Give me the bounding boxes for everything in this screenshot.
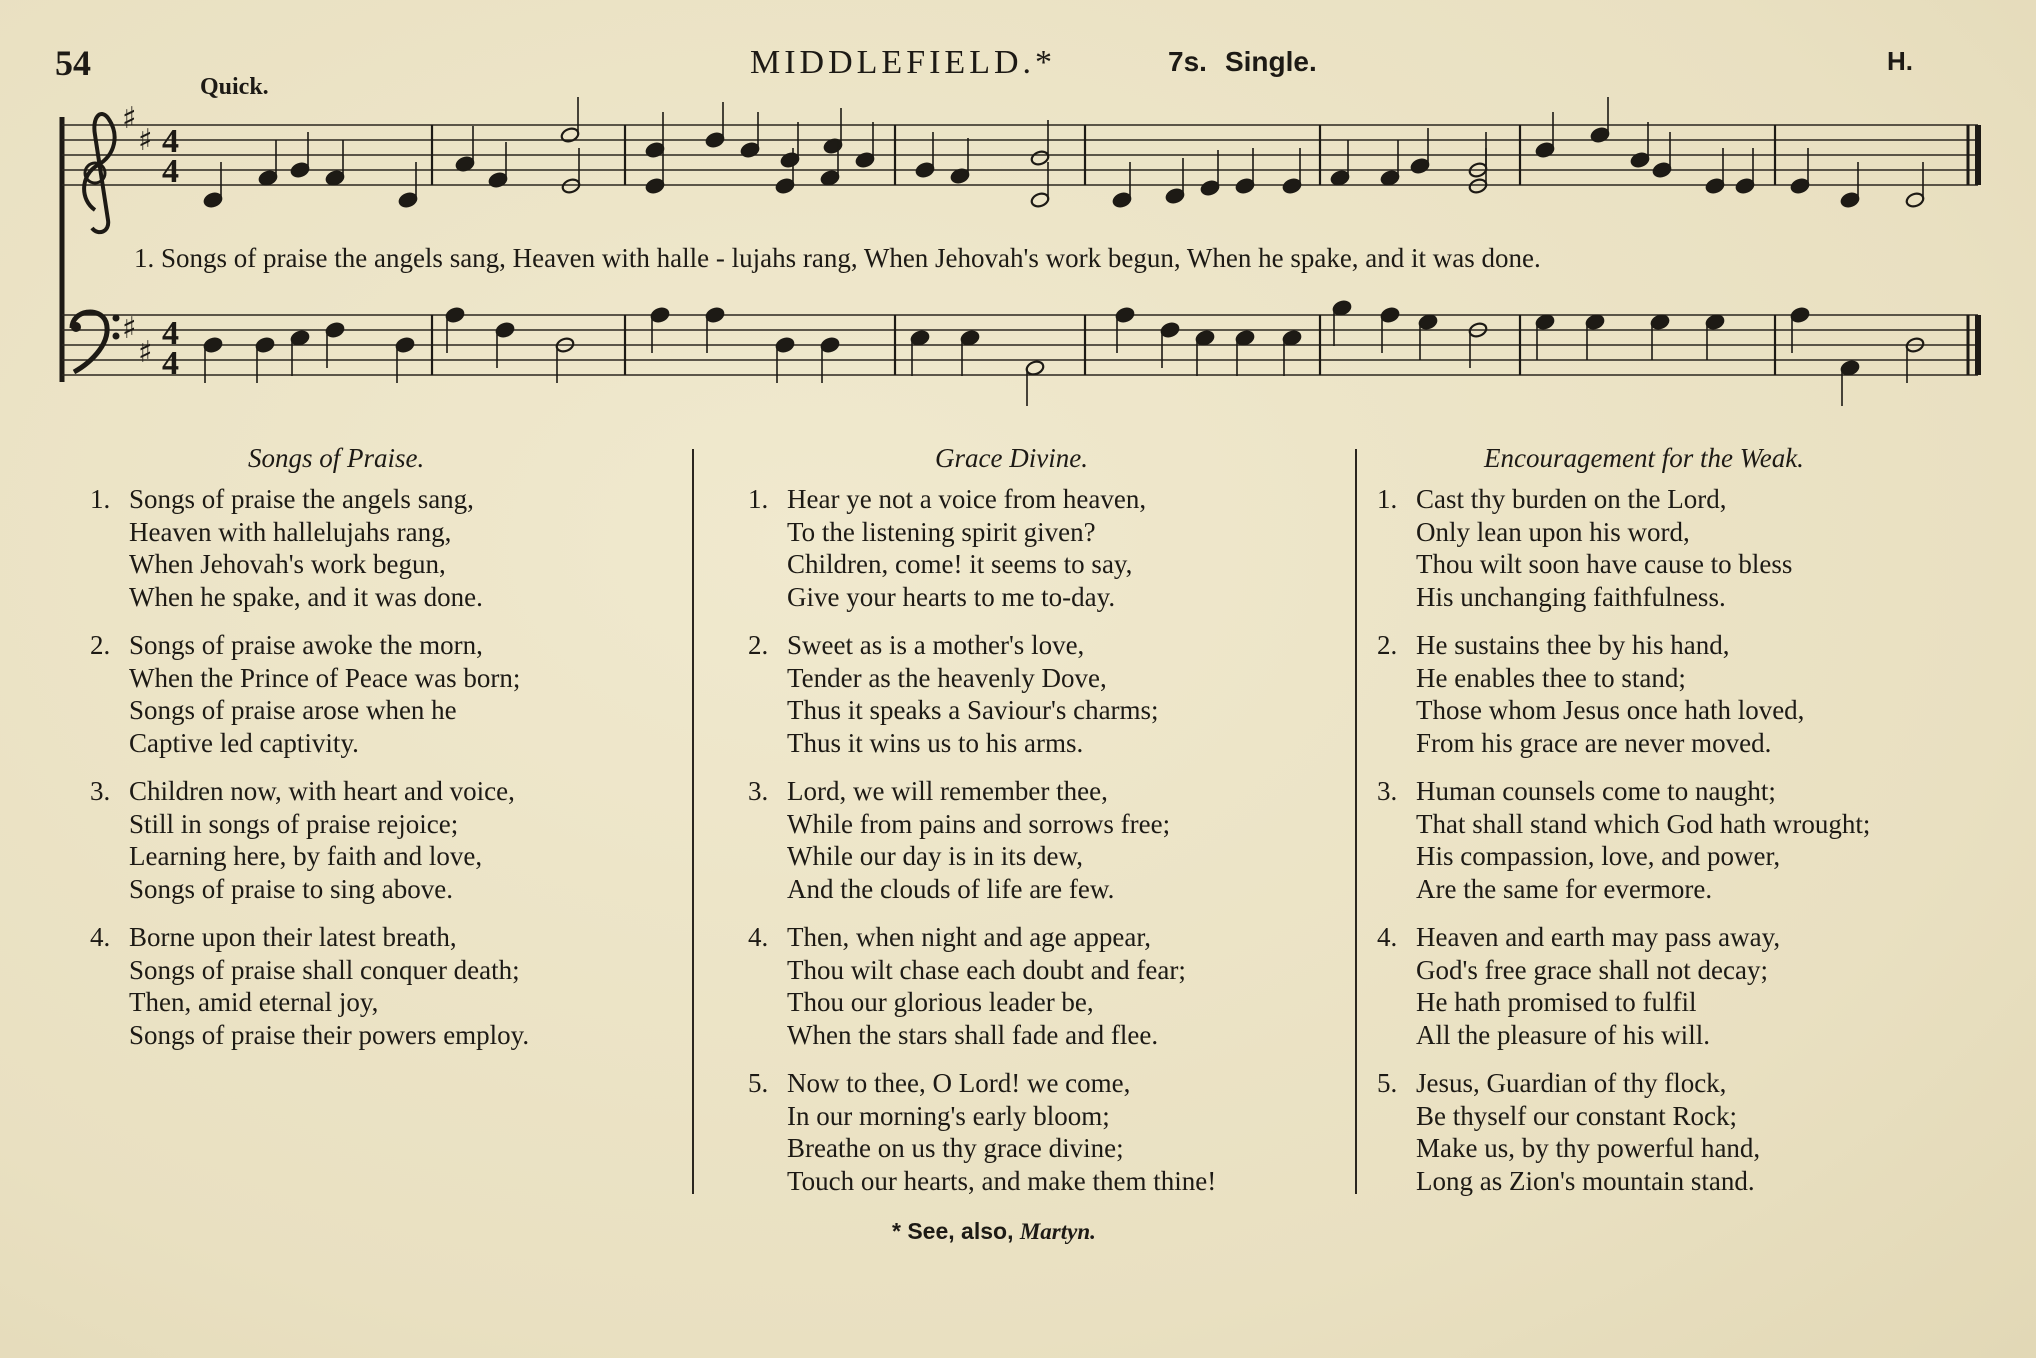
verse-line: Heaven and earth may pass away, bbox=[1416, 922, 1781, 952]
treble-note bbox=[1030, 191, 1050, 208]
footnote-reference: Martyn. bbox=[1019, 1219, 1096, 1244]
verse-line: Songs of praise to sing above. bbox=[129, 873, 453, 904]
treble-staff bbox=[62, 125, 1978, 185]
page-number: 54 bbox=[55, 43, 91, 83]
treble-note bbox=[1410, 157, 1430, 174]
footnote bbox=[892, 1218, 1096, 1245]
svg-text:♯: ♯ bbox=[122, 311, 137, 346]
verse-line: In our morning's early bloom; bbox=[787, 1100, 1110, 1131]
stanza bbox=[748, 921, 1186, 1051]
bass-note bbox=[1418, 313, 1438, 330]
verse-line: From his grace are never moved. bbox=[1416, 727, 1772, 758]
verse-line: Human counsels come to naught; bbox=[1416, 776, 1776, 806]
stanza bbox=[748, 483, 1146, 613]
verse-line: Jesus, Guardian of thy flock, bbox=[1416, 1068, 1727, 1098]
column-divider bbox=[1355, 449, 1357, 1194]
meter-type: Single. bbox=[1224, 46, 1317, 77]
bass-note bbox=[1790, 306, 1810, 323]
bass-note bbox=[705, 306, 725, 323]
bass-note bbox=[1535, 313, 1555, 330]
treble-note bbox=[290, 161, 310, 178]
verse-line: While from pains and sorrows free; bbox=[787, 808, 1171, 839]
bass-note bbox=[1025, 359, 1045, 376]
verse-line: Lord, we will remember thee, bbox=[787, 776, 1108, 806]
svg-text:♯: ♯ bbox=[138, 335, 153, 370]
stanza-number: 1. bbox=[90, 484, 111, 514]
verse-line: Thou wilt soon have cause to bless bbox=[1416, 549, 1793, 579]
treble-note bbox=[855, 151, 875, 168]
treble-note bbox=[1030, 149, 1050, 166]
stanza-number: 2. bbox=[1377, 630, 1398, 660]
stanza bbox=[1377, 775, 1870, 905]
stanza-number: 2. bbox=[748, 630, 769, 660]
stanza-number: 2. bbox=[90, 630, 111, 660]
stanza-number: 3. bbox=[748, 776, 769, 806]
treble-note bbox=[775, 177, 795, 194]
stanza bbox=[1377, 1067, 1760, 1197]
verse-line: Children now, with heart and voice, bbox=[129, 776, 515, 806]
treble-note bbox=[1590, 126, 1610, 143]
svg-text:4: 4 bbox=[162, 345, 179, 382]
lyrics-underlay: 1. Songs of praise the angels sang, Heaven with halle - lujahs rang, When Jehovah's work begun, When he spake, and it was done. bbox=[134, 243, 1541, 273]
verse-line: And the clouds of life are few. bbox=[787, 873, 1115, 904]
treble-note bbox=[1282, 177, 1302, 194]
verse-line: Now to thee, O Lord! we come, bbox=[787, 1068, 1131, 1098]
stanza-number: 5. bbox=[748, 1068, 769, 1098]
treble-note bbox=[1790, 177, 1810, 194]
composer-mark: H. bbox=[1887, 46, 1913, 76]
verse-line: Give your hearts to me to-day. bbox=[787, 581, 1116, 612]
bass-note bbox=[1585, 313, 1605, 330]
bass-note bbox=[910, 329, 930, 346]
tune-title: MIDDLEFIELD.* bbox=[750, 44, 1057, 81]
verse-line: Songs of praise arose when he bbox=[129, 695, 457, 725]
verse-line: Songs of praise the angels sang, bbox=[129, 484, 474, 514]
verse-line: To the listening spirit given? bbox=[787, 516, 1096, 547]
bass-note bbox=[290, 329, 310, 346]
treble-note bbox=[915, 161, 935, 178]
bass-note bbox=[960, 329, 980, 346]
stanza-number: 3. bbox=[90, 776, 111, 806]
verse-line: Breathe on us thy grace divine; bbox=[787, 1133, 1124, 1163]
stanza-number: 4. bbox=[748, 922, 769, 952]
treble-note bbox=[325, 169, 345, 186]
treble-note bbox=[1652, 161, 1672, 178]
column-divider bbox=[692, 449, 694, 1194]
bass-note bbox=[1840, 359, 1860, 376]
verse-line: Thus it speaks a Saviour's charms; bbox=[787, 695, 1159, 725]
verse-line: Only lean upon his word, bbox=[1416, 516, 1690, 547]
verse-line: His unchanging faithfulness. bbox=[1416, 581, 1726, 612]
svg-text:4: 4 bbox=[162, 315, 179, 352]
stanza bbox=[748, 775, 1170, 905]
treble-note bbox=[1200, 179, 1220, 196]
treble-note bbox=[1905, 191, 1925, 208]
treble-note bbox=[1735, 177, 1755, 194]
verse-line: Hear ye not a voice from heaven, bbox=[787, 484, 1147, 514]
treble-clef-icon bbox=[84, 114, 114, 232]
stanza bbox=[1377, 629, 1804, 759]
verse-line: God's free grace shall not decay; bbox=[1416, 954, 1768, 985]
treble-note bbox=[258, 169, 278, 186]
bass-note bbox=[1650, 313, 1670, 330]
treble-note bbox=[780, 151, 800, 168]
verse-line: Then, amid eternal joy, bbox=[129, 987, 379, 1017]
bass-note bbox=[1332, 299, 1352, 316]
verse-line: Cast thy burden on the Lord, bbox=[1416, 484, 1727, 514]
verse-line: He sustains thee by his hand, bbox=[1416, 630, 1730, 660]
verse-line: Thou wilt chase each doubt and fear; bbox=[787, 954, 1186, 985]
verse-line: Are the same for evermore. bbox=[1416, 873, 1713, 904]
bass-note bbox=[203, 336, 223, 353]
verse-line: Learning here, by faith and love, bbox=[129, 841, 483, 871]
bass-note bbox=[1705, 313, 1725, 330]
treble-note bbox=[820, 169, 840, 186]
treble-note bbox=[1705, 177, 1725, 194]
verse-line: Thus it wins us to his arms. bbox=[787, 727, 1084, 758]
verse-line: Touch our hearts, and make them thine! bbox=[787, 1165, 1217, 1196]
svg-text:4: 4 bbox=[162, 123, 179, 160]
stanza-number: 1. bbox=[1377, 484, 1398, 514]
hymn-title: Songs of Praise. bbox=[248, 443, 425, 473]
bass-note bbox=[1235, 329, 1255, 346]
treble-note bbox=[645, 141, 665, 158]
footnote-prefix: * See, also, bbox=[892, 1218, 1014, 1244]
bass-note bbox=[325, 321, 345, 338]
verse-line: Tender as the heavenly Dove, bbox=[787, 662, 1107, 693]
stanza bbox=[748, 1067, 1216, 1197]
final-barline bbox=[1968, 125, 1978, 375]
bass-note bbox=[395, 336, 415, 353]
treble-note bbox=[1235, 177, 1255, 194]
verse-line: Songs of praise their powers employ. bbox=[129, 1019, 530, 1050]
bass-note bbox=[495, 321, 515, 338]
stanza-number: 3. bbox=[1377, 776, 1398, 806]
treble-note bbox=[705, 131, 725, 148]
bass-note bbox=[775, 336, 795, 353]
treble-note bbox=[488, 171, 508, 188]
treble-note bbox=[1112, 191, 1132, 208]
verse-line: Then, when night and age appear, bbox=[787, 922, 1152, 952]
verse-line: While our day is in its dew, bbox=[787, 841, 1083, 871]
stanza-number: 4. bbox=[90, 922, 111, 952]
treble-note bbox=[1535, 141, 1555, 158]
verse-line: When the Prince of Peace was born; bbox=[129, 662, 521, 693]
bass-note bbox=[1282, 329, 1302, 346]
verse-line: Heaven with hallelujahs rang, bbox=[129, 516, 452, 547]
treble-note bbox=[645, 177, 665, 194]
verse-line: Make us, by thy powerful hand, bbox=[1416, 1133, 1761, 1163]
stanza bbox=[90, 775, 515, 905]
bass-note bbox=[820, 336, 840, 353]
hymn-title: Encouragement for the Weak. bbox=[1484, 443, 1804, 473]
stanza bbox=[748, 629, 1159, 759]
stanza bbox=[1377, 921, 1780, 1051]
treble-note bbox=[1165, 187, 1185, 204]
verse-line: He hath promised to fulfil bbox=[1416, 987, 1697, 1017]
treble-note bbox=[398, 191, 418, 208]
verse-line: Those whom Jesus once hath loved, bbox=[1416, 695, 1805, 725]
verse-line: Be thyself our constant Rock; bbox=[1416, 1100, 1737, 1131]
bass-staff bbox=[62, 315, 1978, 375]
treble-note bbox=[203, 191, 223, 208]
bass-note bbox=[1195, 329, 1215, 346]
treble-note bbox=[1630, 151, 1650, 168]
svg-text:4: 4 bbox=[162, 153, 179, 190]
treble-note bbox=[561, 177, 581, 194]
bass-clef-icon bbox=[71, 312, 120, 372]
bass-note bbox=[1115, 306, 1135, 323]
svg-text:♯: ♯ bbox=[122, 101, 137, 136]
treble-note bbox=[1380, 169, 1400, 186]
verse-line: Thou our glorious leader be, bbox=[787, 987, 1094, 1017]
verse-line: When he spake, and it was done. bbox=[129, 581, 483, 612]
treble-note bbox=[1468, 177, 1488, 194]
bass-note bbox=[650, 306, 670, 323]
verse-line: Still in songs of praise rejoice; bbox=[129, 808, 459, 839]
stanza-number: 5. bbox=[1377, 1068, 1398, 1098]
stanza bbox=[90, 629, 520, 759]
hymn-title: Grace Divine. bbox=[935, 443, 1088, 473]
treble-note bbox=[560, 126, 580, 143]
verse-line: That shall stand which God hath wrought; bbox=[1416, 808, 1871, 839]
stanza-number: 4. bbox=[1377, 922, 1398, 952]
verse-line: All the pleasure of his will. bbox=[1416, 1019, 1710, 1050]
verse-line: Captive led captivity. bbox=[129, 727, 359, 758]
bass-note bbox=[1380, 306, 1400, 323]
tempo-marking: Quick. bbox=[200, 74, 269, 100]
bass-note bbox=[1160, 321, 1180, 338]
verse-line: Songs of praise awoke the morn, bbox=[129, 630, 483, 660]
bass-note bbox=[445, 306, 465, 323]
verse-line: Sweet as is a mother's love, bbox=[787, 630, 1085, 660]
bass-note bbox=[255, 336, 275, 353]
verse-line: When the stars shall fade and flee. bbox=[787, 1019, 1159, 1050]
verse-line: Children, come! it seems to say, bbox=[787, 549, 1133, 579]
verse-line: When Jehovah's work begun, bbox=[129, 549, 446, 579]
verse-line: Long as Zion's mountain stand. bbox=[1416, 1165, 1755, 1196]
stanza bbox=[90, 483, 483, 613]
treble-note bbox=[740, 141, 760, 158]
verse-line: Songs of praise shall conquer death; bbox=[129, 954, 520, 985]
meter-value: 7s. bbox=[1168, 46, 1207, 77]
music-score bbox=[0, 0, 2036, 440]
verse-line: Borne upon their latest breath, bbox=[129, 922, 457, 952]
treble-note bbox=[1330, 169, 1350, 186]
verse-line: He enables thee to stand; bbox=[1416, 662, 1686, 693]
stanza bbox=[1377, 483, 1792, 613]
svg-text:♯: ♯ bbox=[138, 123, 153, 158]
stanza-number: 1. bbox=[748, 484, 769, 514]
verse-line: His compassion, love, and power, bbox=[1416, 841, 1781, 871]
treble-note bbox=[1840, 191, 1860, 208]
stanza bbox=[90, 921, 529, 1051]
